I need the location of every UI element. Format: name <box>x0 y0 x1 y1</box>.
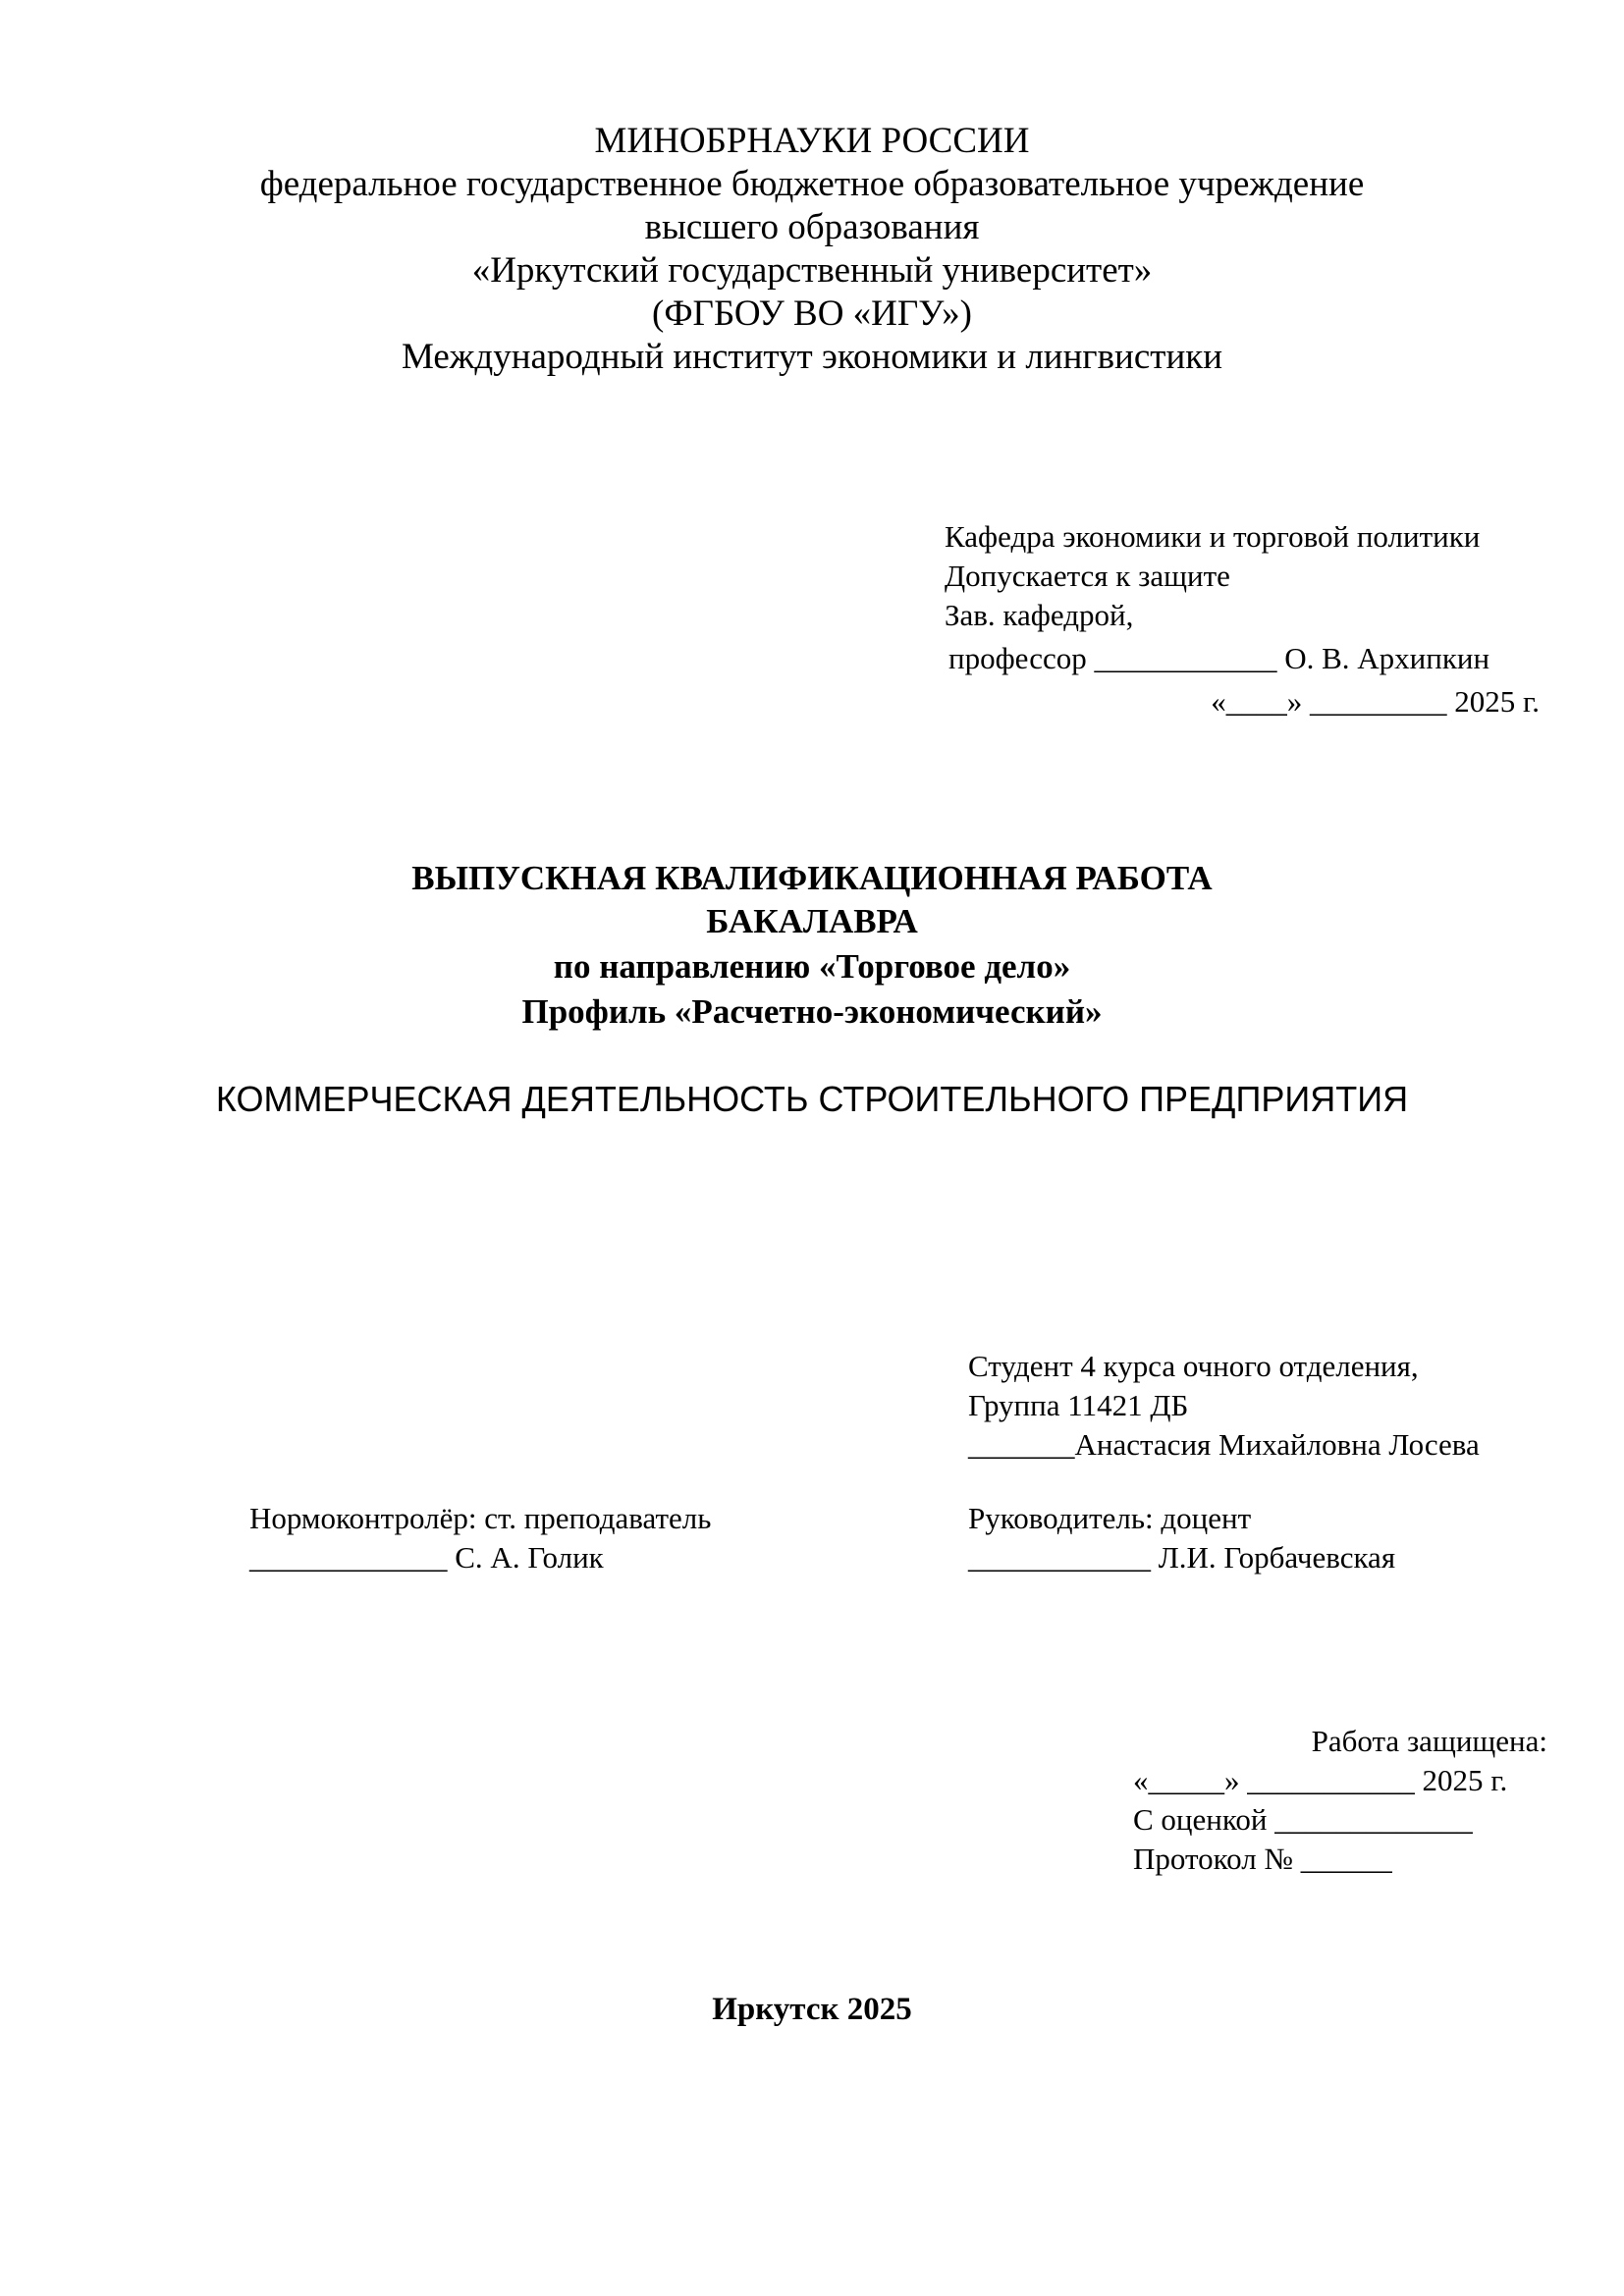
education-level-line: высшего образования <box>644 207 980 247</box>
work-title-line2: БАКАЛАВРА <box>706 902 918 940</box>
defense-date: «_____» ___________ 2025 г. <box>1133 1763 1508 1797</box>
approval-date-line: «____» _________ 2025 г. <box>1211 684 1540 719</box>
work-title-line1: ВЫПУСКНАЯ КВАЛИФИКАЦИОННАЯ РАБОТА <box>411 859 1213 897</box>
defense-label: Работа защищена: <box>1311 1724 1547 1758</box>
university-name-line: «Иркутский государственный университет» <box>471 250 1153 291</box>
ministry-line: МИНОБРНАУКИ РОССИИ <box>594 121 1030 161</box>
head-label-line: Зав. кафедрой, <box>945 598 1134 632</box>
normcontrol-signature: _____________ С. А. Голик <box>249 1540 604 1575</box>
institute-line: Международный институт экономики и лингвистики <box>401 337 1223 377</box>
city-year: Иркутск 2025 <box>712 1992 912 2027</box>
head-signature-line: профессор ____________ О. В. Архипкин <box>948 641 1490 675</box>
student-course-line: Студент 4 курса очного отделения, <box>968 1349 1419 1383</box>
defense-grade: С оценкой _____________ <box>1133 1802 1473 1837</box>
work-profile-line: Профиль «Расчетно-экономический» <box>521 992 1103 1031</box>
normcontrol-label: Нормоконтролёр: ст. преподаватель <box>249 1501 712 1535</box>
admitted-line: Допускается к защите <box>945 559 1230 593</box>
student-signature-line: _______Анастасия Михайловна Лосева <box>968 1427 1480 1462</box>
supervisor-signature: ____________ Л.И. Горбачевская <box>968 1540 1396 1575</box>
work-direction-line: по направлению «Торговое дело» <box>553 947 1071 986</box>
student-group-line: Группа 11421 ДБ <box>968 1388 1189 1422</box>
supervisor-label: Руководитель: доцент <box>968 1501 1252 1535</box>
department-line: Кафедра экономики и торговой политики <box>945 519 1481 554</box>
institution-type-line: федеральное государственное бюджетное образовательное учреждение <box>259 164 1365 204</box>
defense-protocol: Протокол № ______ <box>1133 1842 1392 1876</box>
university-abbreviation-line: (ФГБОУ ВО «ИГУ») <box>652 294 972 334</box>
work-topic: КОММЕРЧЕСКАЯ ДЕЯТЕЛЬНОСТЬ СТРОИТЕЛЬНОГО ПРЕДПРИЯТИЯ <box>215 1079 1409 1119</box>
